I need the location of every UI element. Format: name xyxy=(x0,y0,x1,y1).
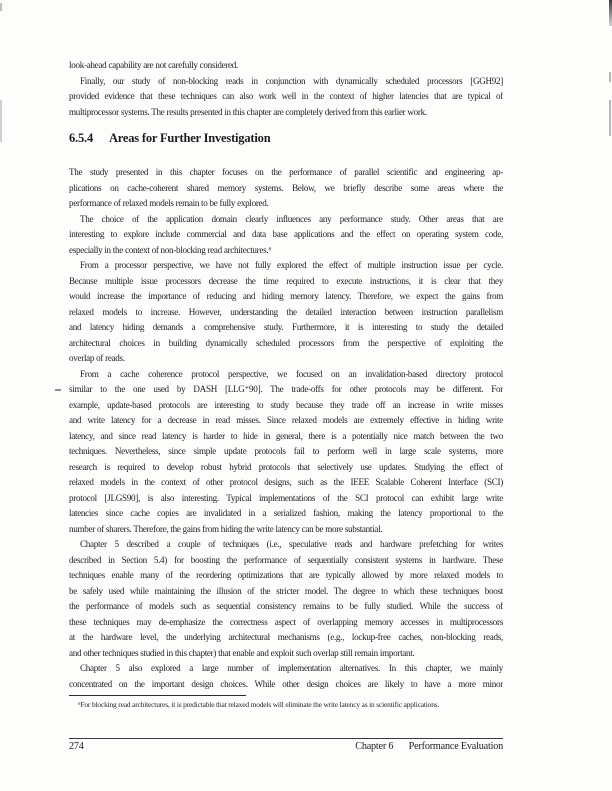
page-footer xyxy=(69,741,503,752)
text-line: would increase the importance of reducing and hiding memory latency. Therefore, we expect the gains from xyxy=(69,291,503,301)
footnote-rule xyxy=(69,695,246,696)
text-line: latencies since cache copies are invalidated in a serialized fashion, making the latency proportional to the xyxy=(69,508,503,518)
paragraph xyxy=(69,58,503,74)
text-line: and latency hiding demands a comprehensive study. Furthermore, it is interesting to study the detailed xyxy=(69,322,503,332)
text-line: The choice of the application domain clearly influences any performance study. Other areas that are xyxy=(80,213,503,224)
text-line: and write latency for a decrease in read misses. Since relaxed models are extremely effective in hiding write xyxy=(69,415,503,425)
text-line: relaxed models to increase. However, understanding the detailed interaction between instruction parallelism xyxy=(69,306,503,317)
text-line: described in Section 5.4) for boosting the performance of sequentially consistent systems in hardware. These xyxy=(69,554,503,565)
paragraph xyxy=(69,661,503,692)
text-line: the performance of models such as sequential consistency remains to be fully studied. While the success of xyxy=(69,601,503,611)
section-heading xyxy=(69,131,270,146)
text-line: and other techniques studied in this chapter) that enable and exploit such overlap still remain important. xyxy=(69,647,415,658)
scan-artifact xyxy=(0,100,2,142)
text-line: similar to the one used by DASH [LLG⁺90]. The trade-offs for other protocols may be different. For xyxy=(69,384,503,394)
text-line: provided evidence that these techniques can also work well in the context of higher latencies that are typical of xyxy=(69,91,503,101)
text-line: interesting to explore include commercial and data base applications and the effect on operating system code, xyxy=(69,229,503,239)
text-line: From a processor perspective, we have not fully explored the effect of multiple instruction issue per cycle. xyxy=(80,260,503,270)
scan-artifact xyxy=(55,389,61,391)
text-line: especially in the context of non-blocking read architectures.⁶ xyxy=(69,244,272,255)
body-text-main xyxy=(69,165,503,692)
text-line: performance of relaxed models remain to be fully explored. xyxy=(69,198,269,208)
text-line: plications on cache-coherent shared memory systems. Below, we briefly describe some areas where the xyxy=(69,182,503,193)
text-line: Chapter 5 described a couple of techniques (i.e., speculative reads and hardware prefetching for writes xyxy=(80,539,503,549)
text-line: overlap of reads. xyxy=(69,353,125,363)
text-line: From a cache coherence protocol perspective, we focused on an invalidation-based directory protocol xyxy=(80,368,503,379)
text-line: look-ahead capability are not carefully considered. xyxy=(69,60,239,70)
text-line: number of sharers. Therefore, the gains from hiding the write latency can be more substantial. xyxy=(69,523,383,534)
text-line: architectural choices in building dynamically scheduled processors from the perspective of exploiting the xyxy=(69,337,503,348)
text-line: techniques enable many of the reordering optimizations that are typically allowed by more relaxed models to xyxy=(69,570,503,580)
paragraph xyxy=(69,258,503,367)
scan-artifact xyxy=(609,100,612,136)
paragraph xyxy=(69,537,503,661)
scan-artifact xyxy=(0,3,2,11)
text-line: relaxed models in the context of other protocol designs, such as the IEEE Scalable Coherent Interface (SCI) xyxy=(69,477,503,487)
page-number: 274 xyxy=(69,741,84,752)
text-line: The study presented in this chapter focuses on the performance of parallel scientific and engineering ap- xyxy=(69,167,503,177)
text-line: concentrated on the important design choices. While other design choices are likely to have a more minor xyxy=(69,678,503,689)
text-line: latency, and since read latency is harder to hide in general, there is a potentially nice match between the two xyxy=(69,430,503,441)
text-line: research is required to develop robust hybrid protocols that selectively use updates. Studying the effect of xyxy=(69,461,503,472)
chapter-label: Chapter 6 xyxy=(355,741,394,752)
body-text-top xyxy=(69,58,503,120)
scan-artifact xyxy=(609,72,611,82)
paragraph xyxy=(69,367,503,538)
text-line: protocol [JLGS90], is also interesting. Typical implementations of the SCI protocol can exhibit large write xyxy=(69,492,503,503)
text-line: Finally, our study of non-blocking reads in conjunction with dynamically scheduled processors [GGH92] xyxy=(80,75,503,86)
text-line: be safely used while maintaining the illusion of the stricter model. The degree to which these techniques boost xyxy=(69,585,503,596)
paragraph xyxy=(69,165,503,212)
text-line: Chapter 5 also explored a large number of implementation alternatives. In this chapter, we mainly xyxy=(80,663,503,673)
text-line: at the hardware level, the underlying architectural mechanisms (e.g., lockup-free caches, non-blocking reads, xyxy=(69,632,503,642)
text-line: example, update-based protocols are interesting to study because they trade off an increase in write misses xyxy=(69,399,503,410)
chapter-title: Performance Evaluation xyxy=(408,741,503,752)
footnote-text: ⁶For blocking read architectures, it is predictable that relaxed models will eliminate the write latency as in scientific applications. xyxy=(78,700,440,709)
section-number: 6.5.4 xyxy=(69,131,94,145)
text-line: Because multiple issue processors decrease the time required to execute instructions, it is clear that they xyxy=(69,275,503,286)
section-title: Areas for Further Investigation xyxy=(108,131,271,145)
running-footer xyxy=(355,741,503,752)
text-line: techniques. Nevertheless, since simple update protocols fail to perform well in large scale systems, more xyxy=(69,446,503,456)
paragraph xyxy=(69,74,503,121)
footer-rule xyxy=(69,738,503,739)
text-line: these techniques may de-emphasize the correctness aspect of overlapping memory accesses in multiprocessors xyxy=(69,616,503,627)
text-line: multiprocessor systems. The results presented in this chapter are completely derived from this earlier work. xyxy=(69,106,427,117)
paragraph xyxy=(69,212,503,259)
